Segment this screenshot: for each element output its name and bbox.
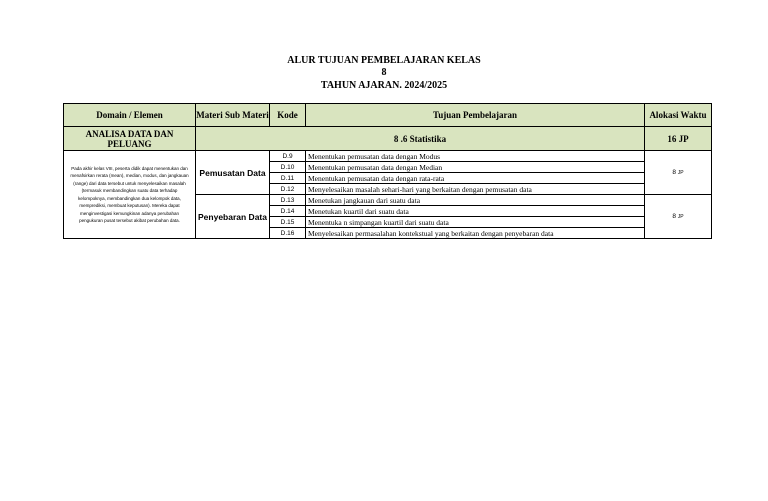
tujuan-cell: Menentukan pemusatan data dengan rata-rata (306, 173, 645, 184)
table-header-row (64, 104, 712, 127)
alokasi-number: 8 (672, 169, 676, 176)
header-domain: Domain / Elemen (64, 104, 196, 127)
kode-cell: D.16 (270, 228, 306, 239)
header-kode: Kode (270, 104, 306, 127)
kode-cell: D.13 (270, 195, 306, 206)
alokasi-penyebaran (645, 195, 712, 239)
tujuan-cell: Menetukan jangkauan dari suatu data (306, 195, 645, 206)
kode-cell: D.10 (270, 162, 306, 173)
kode-cell: D.14 (270, 206, 306, 217)
kode-cell: D.9 (270, 151, 306, 162)
band-alokasi: 16 JP (645, 127, 712, 151)
alokasi-number: 8 (672, 213, 676, 220)
sub-materi-pemusatan: Pemusatan Data (196, 151, 270, 195)
alokasi-pemusatan (645, 151, 712, 195)
tujuan-cell: Menentukan pemusatan data dengan Modus (306, 151, 645, 162)
domain-description: Pada akhir kelas VIII, peserta didik dapat menentukan dan menafsirkan rerata (mean), median, modus, dan jangkauan (range) dari data tersebut untuk menyelesaikan masalah (termasuk membandingkan suatu data terhadap kelompoknya, membandingkan dua kelompok data, memprediksi, membuat keputusan). Mereka dapat menginvestigasi kemungkinan adanya perubahan pengukuran pusat tersebut akibat perubahan data. (64, 151, 196, 239)
atp-table (63, 103, 712, 239)
header-materi: Materi Sub Materi (196, 104, 270, 127)
tujuan-cell: Menentukan pemusatan data dengan Median (306, 162, 645, 173)
alokasi-unit: JP (677, 170, 684, 176)
document-school-year: TAHUN AJARAN. 2024/2025 (320, 80, 448, 91)
tujuan-cell: Menetukan kuartil dari suatu data (306, 206, 645, 217)
alokasi-unit: JP (677, 214, 684, 220)
tujuan-cell: Menyelesaikan masalah sehari-hari yang berkaitan dengan pemusatan data (306, 184, 645, 195)
tujuan-cell: Menyelesaikan permasalahan kontekstual yang berkaitan dengan penyebaran data (306, 228, 645, 239)
kode-cell: D.11 (270, 173, 306, 184)
band-materi: 8 .6 Statistika (196, 127, 645, 151)
sub-materi-penyebaran: Penyebaran Data (196, 195, 270, 239)
band-domain: ANALISA DATA DAN PELUANG (64, 127, 196, 151)
document-title: ALUR TUJUAN PEMBELAJARAN KELAS (287, 55, 481, 66)
kode-cell: D.15 (270, 217, 306, 228)
header-tujuan: Tujuan Pembelajaran (306, 104, 645, 127)
section-band-row (64, 127, 712, 151)
table-row (64, 151, 712, 162)
tujuan-cell: Menentuka n simpangan kuartil dari suatu data (306, 217, 645, 228)
header-alokasi: Alokasi Waktu (645, 104, 712, 127)
document-class: 8 (381, 67, 387, 78)
kode-cell: D.12 (270, 184, 306, 195)
